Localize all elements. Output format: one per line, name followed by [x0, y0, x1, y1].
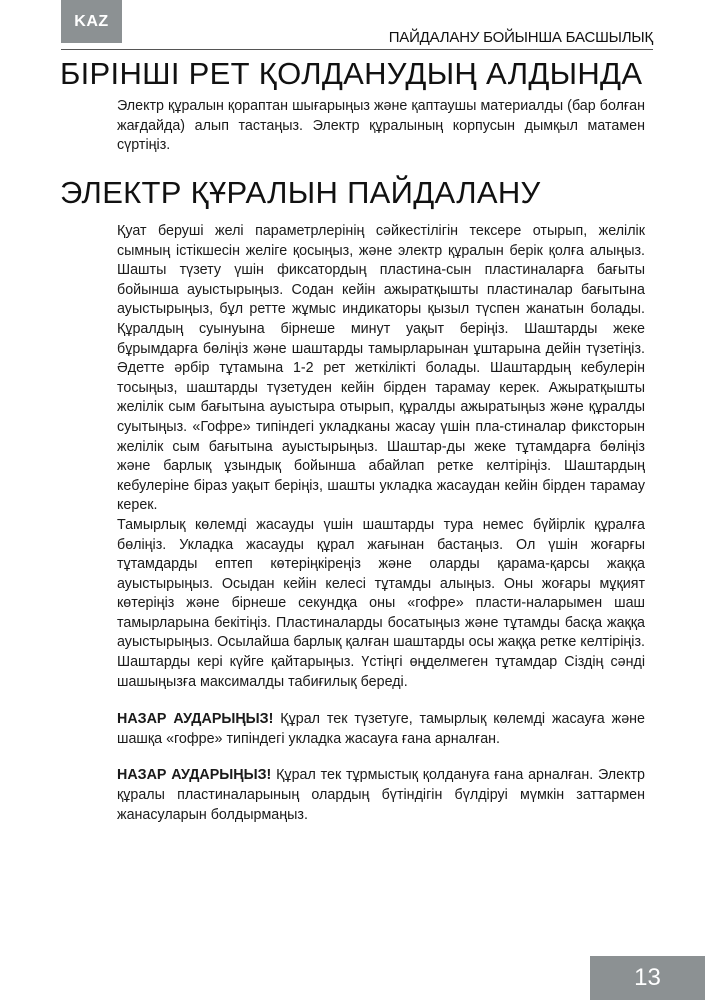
warning-2 — [117, 765, 645, 825]
header-divider — [61, 49, 653, 50]
usage-paragraph-1: Қуат беруші желі параметрлерінің сәйкестілігін тексере отырып, желілік сымның істікшесін желіге қосыңыз, және электр құралын берік қолға алыңыз. Шашты түзету үшін фиксатордың пластина-сын пластиналарға бағыты бойынша ауыстырыңыз. Содан кейін ажыратқышты пластиналар бағытына ауыстырыңыз, бұл ретте жұмыс индикаторы қызыл түспен жанатын болады. Құралдың суынуына бірнеше минут уақыт беріңіз. Шаштарды жеке бұрымдарға бөліңіз және шаштарды тамырларынан ұштарына дейін түзетіңіз. Әдетте әрбір тұтамына 1-2 рет жеткілікті болады. Шаштардың кебулерін тосыңыз, шаштарды түзетуден кейін бірден тарамау керек. Ажыратқышты желілік сым бағытына ауыстыра отырып, құралды ажыратыңыз және құралды суытыңыз. «Гофре» типіндегі укладканы жасау үшін пла-стиналар фиксторын желілік сым бағытына ауыстырыңыз. Шаштар-ды жеке тұтамдарға бөліңіз және барлық ұзындық бойынша абайлап ретке келтіріңіз. Шаштардың кебулеріне біраз уақыт беріңіз, шашты укладка жасаудан кейін бірден тарамау керек. — [117, 223, 645, 514]
usage-paragraph-2: Тамырлық көлемді жасауды үшін шаштарды тура немес бүйірлік құралға бөліңіз. Укладка жасауды құрал жағынан бастаңыз. Ол үшін жоғарғы тұтамдарды ептеп көтеріңкіреңіз және оларды қарама-қарсы жаққа ауыстырыңыз. Осыдан кейін келесі тұтамды алыңыз. Оны жоғары мұқият көтеріңіз және бірнеше секундқа оны «гофре» пласти-наларымен шаш тамырларына бекітіңіз. Пластиналарды босатыңыз және тұтамды басқа жаққа ауыстырыңыз. Осылайша барлық қалған шаштарды осы жаққа ретке келтіріңіз. Шаштарды кері күйге қайтарыңыз. Үстіңгі өңделмеген тұтамдар Сіздің сәнді шашыңызға максималды табиғилық береді. — [117, 516, 645, 690]
warning-1-label: НАЗАР АУДАРЫҢЫЗ! — [117, 711, 274, 727]
warning-1-text: Құрал тек түзетуге, тамырлық көлемді жасауға және шашқа «гофре» типіндегі укладка жасауға ғана арналған. — [117, 711, 646, 747]
section-heading-before-first-use: БІРІНШІ РЕТ ҚОЛДАНУДЫҢ АЛДЫНДА — [60, 56, 643, 91]
language-tab: KAZ — [61, 0, 122, 43]
usage-text — [117, 222, 645, 692]
section-heading-usage: ЭЛЕКТР ҚҰРАЛЫН ПАЙДАЛАНУ — [60, 175, 541, 210]
warning-1 — [117, 709, 645, 749]
before-first-use-paragraph: Электр құралын қораптан шығарыңыз және қаптаушы материалды (бар болған жағдайда) алып тастаңыз. Электр құралының корпусын дымқыл матамен сүртіңіз. — [117, 98, 645, 154]
before-first-use-text — [117, 97, 645, 156]
warning-2-text: Құрал тек тұрмыстық қолдануға ғана арналған. Электр құралы пластиналарының олардың бүтіндігін бүлдіруі мүмкін заттармен жанасуларын болдырмаңыз. — [117, 767, 646, 823]
page-number: 13 — [590, 956, 705, 1000]
warning-2-label: НАЗАР АУДАРЫҢЫЗ! — [117, 767, 272, 783]
manual-title: ПАЙДАЛАНУ БОЙЫНША БАСШЫЛЫҚ — [388, 29, 653, 46]
